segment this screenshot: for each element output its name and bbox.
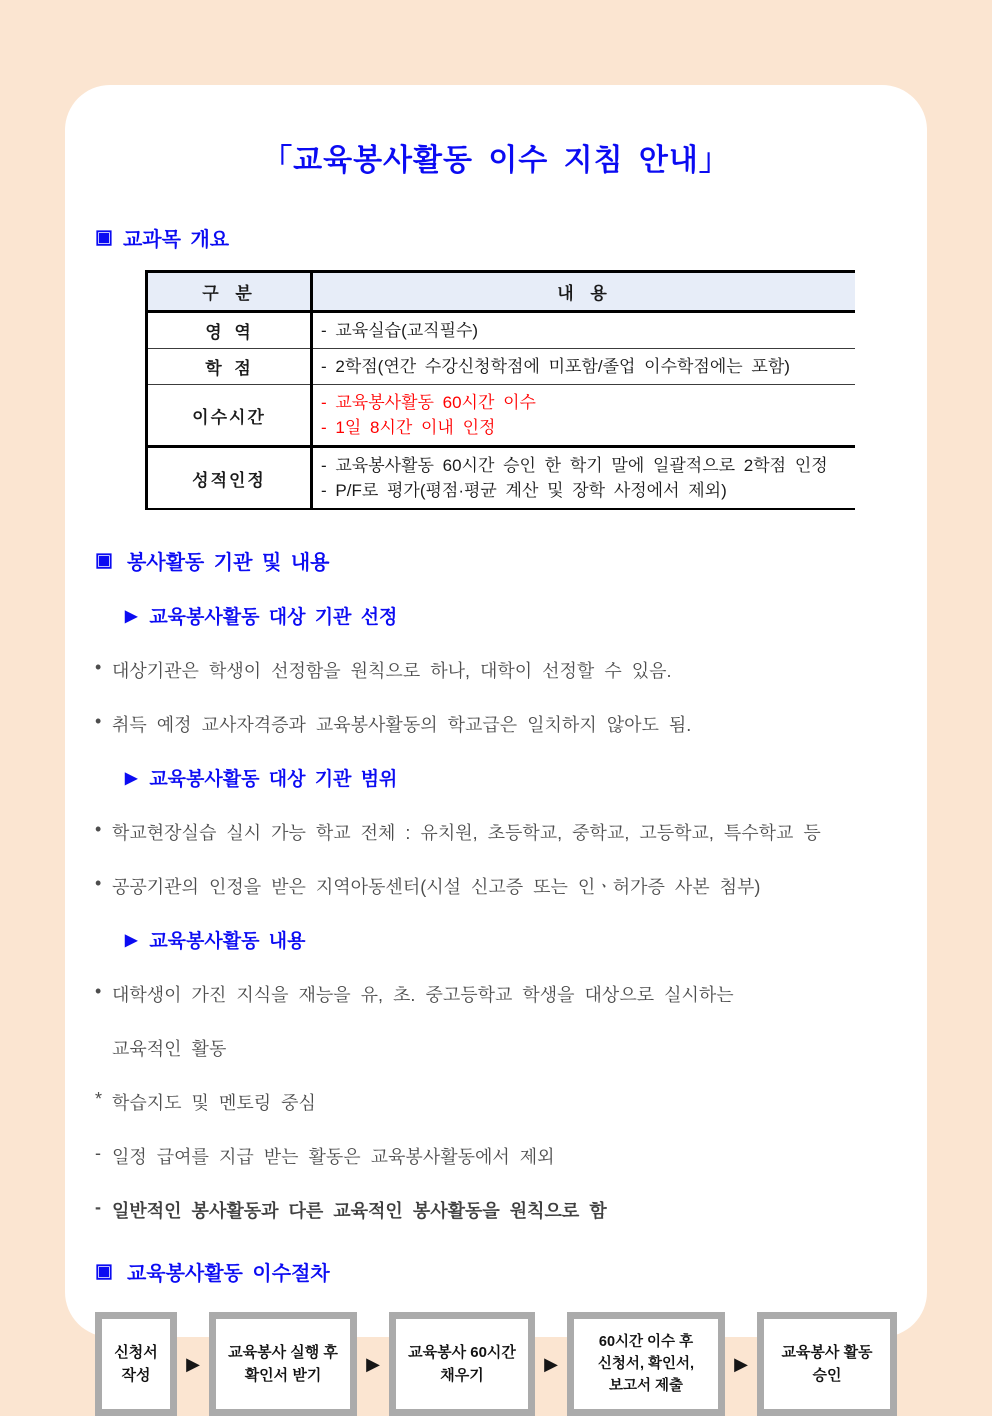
table-row [147,447,856,510]
flow-step-line: 교육봉사 실행 후 [228,1344,338,1361]
row-value [312,385,856,447]
section-heading-label: 봉사활동 기관 및 내용 [126,552,330,574]
list-item [95,1197,897,1223]
table-header-row [147,272,856,312]
list-item-text: 공공기관의 인정을 받은 지역아동센터(시설 신고증 또는 인ㆍ허가증 사본 첨부) [112,877,761,897]
row-label: 영 역 [147,312,312,349]
list-item [95,1143,897,1169]
list-item-text: 취득 예정 교사자격증과 교육봉사활동의 학교급은 일치하지 않아도 됨. [112,715,692,735]
section-heading-procedure [95,1257,897,1286]
list-item-text: 대상기관은 학생이 선정함을 원칙으로 하나, 대학이 선정할 수 있음. [112,661,672,681]
asterisk-icon: * [95,1089,103,1109]
flow-step-line: 신청서 [114,1344,158,1361]
list-item-text: 학교현장실습 실시 가능 학교 전체 : 유치원, 초등학교, 중학교, 고등학교, 특수학교 등 [112,823,821,843]
flow-arrow-icon: ▶ [544,1353,558,1374]
section-heading-overview [95,223,897,252]
page-title: 「교육봉사활동 이수 지침 안내」 [262,144,730,177]
flow-arrow-icon: ▶ [734,1353,748,1374]
subsection-title: 교육봉사활동 대상 기관 범위 [149,769,398,790]
table-row [147,312,856,349]
course-overview-table [145,270,855,510]
flow-arrow-icon: ▶ [366,1353,380,1374]
flow-step-confirmation [209,1312,357,1416]
list-item [95,657,897,683]
flow-step-line: 교육봉사 60시간 [408,1344,516,1361]
flow-step-line: 교육봉사 활동 [781,1344,873,1361]
flow-step-line: 채우기 [440,1367,484,1384]
dash-icon: - [95,1143,101,1163]
triangle-right-icon: ▶ [125,931,138,949]
flow-step-line: 보고서 제출 [608,1378,684,1394]
dash-icon: - [95,1197,101,1217]
table-row [147,349,856,385]
bullet-icon: • [95,981,102,1001]
subsection-org-selection [125,602,897,629]
flow-step-line: 확인서 받기 [244,1367,322,1384]
subsection-title: 교육봉사활동 내용 [149,931,306,952]
list-item [95,711,897,737]
section-heading-label: 교과목 개요 [122,229,230,251]
flow-arrow-icon: ▶ [186,1353,200,1374]
list-item [95,819,897,845]
row-value [312,447,856,510]
list-item [95,1089,897,1115]
list-item-text: 교육적인 활동 [112,1039,227,1059]
section-square-icon: ▣ [95,227,113,248]
flow-step-line: 승인 [812,1367,842,1384]
list-item-text: 일정 급여를 지급 받는 활동은 교육봉사활동에서 제외 [112,1147,555,1167]
row-value-line: - 교육봉사활동 60시간 승인 한 학기 말에 일괄적으로 2학점 인정 [321,456,828,475]
row-value [312,349,856,385]
section-heading-organizations [95,546,897,575]
flow-step-approval [757,1312,897,1416]
list-item-text: 대학생이 가진 지식을 재능을 유, 초. 중고등학교 학생을 대상으로 실시하는 [112,985,734,1005]
bullet-icon: • [95,819,102,839]
row-value-line: - 교육실습(교직필수) [321,321,479,340]
subsection-activity-content [125,926,897,953]
table-header-category: 구 분 [147,272,312,312]
row-value-line: - 2학점(연간 수강신청학점에 미포함/졸업 이수학점에는 포함) [321,357,790,376]
document-card [65,85,927,1394]
list-item-text: 일반적인 봉사활동과 다른 교육적인 봉사활동을 원칙으로 함 [112,1201,607,1221]
flow-step-hours [389,1312,535,1416]
flow-step-application [95,1312,177,1416]
list-item [95,981,897,1007]
row-label: 성적인정 [147,447,312,510]
row-value-line: - P/F로 평가(평점·평균 계산 및 장학 사정에서 제외) [321,481,727,500]
row-value-line: - 1일 8시간 이내 인정 [321,418,496,437]
list-item [95,873,897,899]
procedure-flowchart [95,1312,897,1416]
bullet-icon: • [95,657,102,677]
row-value [312,312,856,349]
section-heading-label: 교육봉사활동 이수절차 [126,1263,330,1285]
bullet-icon: • [95,873,102,893]
row-value-line: - 교육봉사활동 60시간 이수 [321,393,536,412]
list-item-continuation [95,1035,897,1061]
subsection-title: 교육봉사활동 대상 기관 선정 [149,607,398,628]
row-label: 학 점 [147,349,312,385]
table-row [147,385,856,447]
row-label: 이수시간 [147,385,312,447]
table-header-content: 내 용 [312,272,856,312]
list-item-text: 학습지도 및 멘토링 중심 [112,1093,316,1113]
flow-step-submission [567,1312,725,1416]
flow-step-line: 60시간 이수 후 [598,1334,694,1350]
subsection-org-scope [125,764,897,791]
section-square-icon: ▣ [95,1261,113,1282]
document-content [65,85,927,1416]
flow-step-line: 신청서, 확인서, [597,1356,695,1372]
section-square-icon: ▣ [95,550,113,571]
flow-step-line: 작성 [121,1367,151,1384]
bullet-icon: • [95,711,102,731]
triangle-right-icon: ▶ [125,607,138,625]
triangle-right-icon: ▶ [125,769,138,787]
